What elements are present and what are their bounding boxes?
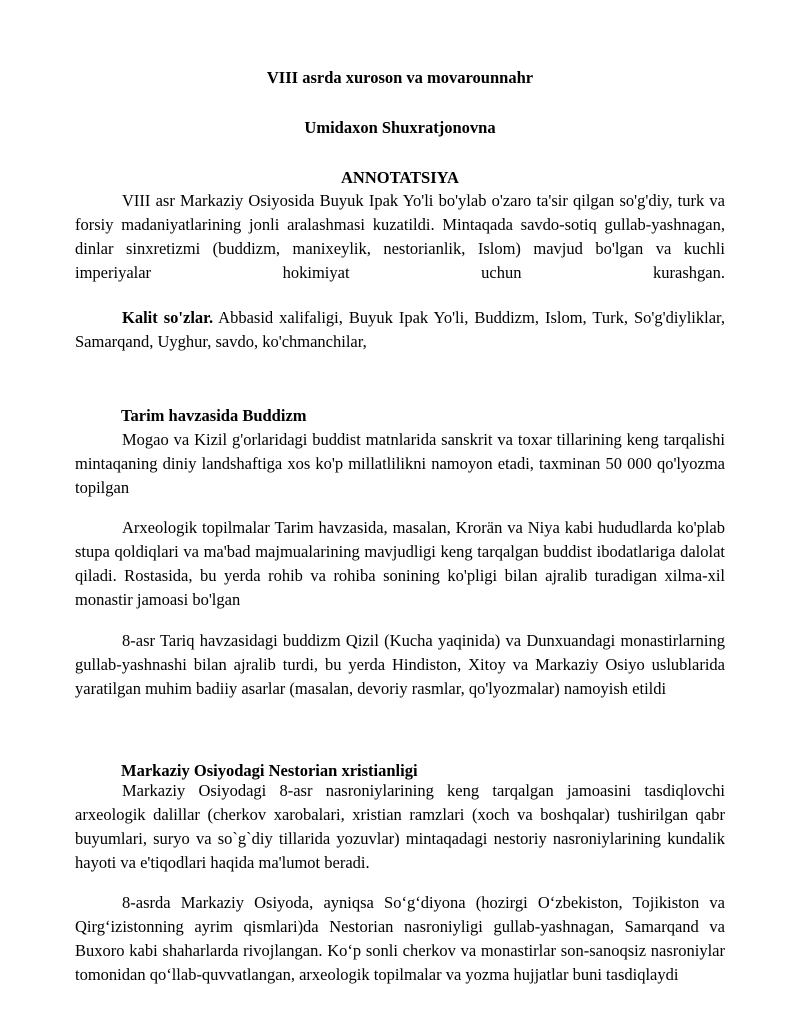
author-name: Umidaxon Shuxratjonovna	[304, 118, 496, 137]
keywords-text: Abbasid xalifaligi, Buyuk Ipak Yo'li, Buddizm, Islom, Turk, So'g'diyliklar, Samarqand, Uyghur, savdo, ko'chmanchilar,	[75, 308, 725, 351]
keywords-paragraph	[75, 306, 725, 354]
section-buddhism-p3	[75, 629, 725, 701]
paragraph: 8-asrda Markaziy Osiyoda, ayniqsa So‘g‘diyona (hozirgi O‘zbekiston, Tojikiston va Qirg‘izistonning ayrim qismlari)da Nestorian nasroniyligi gullab-yashnagan, Samarqand va Buxoro kabi shaharlarda rivojlangan. Ko‘p sonli cherkov va monastirlar son-sanoqsiz nasroniylar tomonidan qo‘llab-quvvatlangan, arxeologik topilmalar va yozma hujjatlar buni tasdiqlaydi	[75, 893, 725, 984]
section-buddhism-p1	[75, 428, 725, 500]
annotation-text: VIII asr Markaziy Osiyosida Buyuk Ipak Yo'li bo'ylab o'zaro ta'sir qilgan so'g'diy, turk va forsiy madaniyatlarining jonli aralashmasi kuzatildi. Mintaqada savdo-sotiq gullab-yashnagan, dinlar sinxretizmi (buddizm, manixeylik, nestorianlik, Islom) mavjud bo'lgan va kuchli imperiyalar hokimiyat uchun kurashgan.	[75, 191, 725, 282]
paragraph: 8-asr Tariq havzasidagi buddizm Qizil (Kucha yaqinida) va Dunxuandagi monastirlarning gullab-yashnashi bilan ajralib turdi, bu yerda Hindiston, Xitoy va Markaziy Osiyo uslublarida yaratilgan muhim badiiy asarlar (masalan, devoriy rasmlar, qo'lyozmalar) namoyish etildi	[75, 631, 725, 698]
document-title: VIII asrda xuroson va movarounnahr	[266, 68, 534, 87]
section-nestorian-p2	[75, 891, 725, 987]
paragraph: Arxeologik topilmalar Tarim havzasida, masalan, Krorän va Niya kabi hududlarda ko'plab stupa qoldiqlari va ma'bad majmualarining mavjudligi keng tarqalgan buddist ibodatlariga dalolat qiladi. Rostasida, bu yerda rohib va rohiba sonining ko'pligi bilan ajralib turadigan xilma-xil monastir jamoasi bo'lgan	[75, 518, 725, 609]
keywords-label: Kalit so'zlar.	[122, 308, 214, 327]
annotation-block	[75, 189, 725, 285]
keywords-block	[75, 306, 725, 354]
section-nestorian-p1	[75, 779, 725, 875]
paragraph: Mogao va Kizil g'orlaridagi buddist matnlarida sanskrit va toxar tillarining keng tarqalishi mintaqaning diniy landshaftiga xos ko'p millatlilikni namoyon etadi, taxminan 50 000 qo'lyozma topilgan	[75, 430, 725, 497]
paragraph: Markaziy Osiyodagi 8-asr nasroniylarining keng tarqalgan jamoasini tasdiqlovchi arxeologik dalillar (cherkov xarobalari, xristian ramzlari (xoch va boshqalar) tushirilgan qabr buyumlari, suryo va so`g`diy tillarida yozuvlar) mintaqadagi nestoriy nasroniylarining kundalik hayoti va e'tiqodlari haqida ma'lumot beradi.	[75, 781, 725, 872]
section-heading-buddhism: Tarim havzasida Buddizm	[121, 406, 307, 425]
section-heading-nestorian: Markaziy Osiyodagi Nestorian xristianligi	[121, 761, 418, 780]
section-buddhism-p2	[75, 516, 725, 612]
annotation-heading: ANNOTATSIYA	[341, 168, 459, 187]
